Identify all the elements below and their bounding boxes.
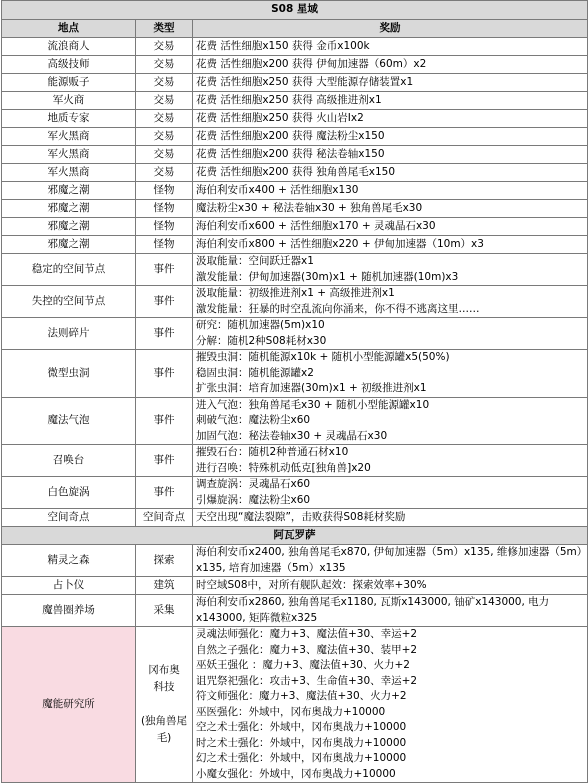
reward-line: 时之术士强化：外域中，冈布奥战力+10000 bbox=[196, 736, 407, 749]
cell-reward bbox=[193, 477, 588, 509]
reward-table-container bbox=[1, 0, 587, 783]
table-row bbox=[2, 146, 588, 164]
cell-reward bbox=[193, 318, 588, 350]
cell-location: 占卜仪 bbox=[2, 577, 136, 595]
cell-location: 军火黑商 bbox=[2, 146, 136, 164]
cell-location: 空间奇点 bbox=[2, 509, 136, 527]
table-row-lab bbox=[2, 627, 588, 783]
reward-line: 花费 活性细胞x250 获得 高级推进剂x1 bbox=[196, 93, 382, 106]
cell-location: 稳定的空间节点 bbox=[2, 254, 136, 286]
cell-reward bbox=[193, 397, 588, 445]
reward-line: 花费 活性细胞x150 获得 金币x100k bbox=[196, 39, 370, 52]
cell-type: 事件 bbox=[136, 254, 193, 286]
reward-line: 海伯利安币x400 + 活性细胞x130 bbox=[196, 183, 359, 196]
cell-reward bbox=[193, 286, 588, 318]
table-row bbox=[2, 56, 588, 74]
cell-type: 交易 bbox=[136, 74, 193, 92]
reward-line: 巫医强化：外域中，冈布奥战力+10000 bbox=[196, 705, 386, 718]
cell-location: 高级技师 bbox=[2, 56, 136, 74]
cell-type: 事件 bbox=[136, 445, 193, 477]
table-row bbox=[2, 236, 588, 254]
cell-reward bbox=[193, 236, 588, 254]
table-row bbox=[2, 182, 588, 200]
reward-line: 调查旋涡：灵魂晶石x60 bbox=[196, 478, 311, 490]
cell-type: 怪物 bbox=[136, 218, 193, 236]
cell-reward bbox=[193, 110, 588, 128]
reward-line: 激发能量：狂暴的时空乱流向你涌来，你不得不逃离这里…… bbox=[196, 302, 480, 315]
type-line: (独角兽尾 bbox=[140, 715, 188, 727]
cell-type: 怪物 bbox=[136, 182, 193, 200]
reward-line: 花费 活性细胞x200 获得 魔法粉尘x150 bbox=[196, 129, 385, 142]
cell-location: 地质专家 bbox=[2, 110, 136, 128]
table-row bbox=[2, 218, 588, 236]
reward-line: 花费 活性细胞x200 获得 秘法卷轴x150 bbox=[196, 147, 385, 160]
reward-line: 巫妖王强化 ：魔力+3、魔法值+30、火力+2 bbox=[196, 659, 410, 671]
reward-line: 稳固虫洞：随机能源罐x2 bbox=[196, 366, 314, 379]
reward-line: 激发能量：伊甸加速器(30m)x1 + 随机加速器(10m)x3 bbox=[196, 270, 459, 283]
cell-reward: 海伯利安币x2400, 独角兽尾毛x870, 伊甸加速器（5m）x135, 维修加速器（5m）x135, 培育加速器（5m）x135 bbox=[193, 545, 588, 577]
type-line: 科技 bbox=[153, 681, 175, 693]
table-row bbox=[2, 477, 588, 509]
reward-line: 天空出现“魔法裂隙”，击败获得S08耗材奖励 bbox=[196, 510, 406, 523]
cell-type: 事件 bbox=[136, 318, 193, 350]
table-row bbox=[2, 92, 588, 110]
cell-location: 失控的空间节点 bbox=[2, 286, 136, 318]
reward-line: 魔法粉尘x30 + 秘法卷轴x30 + 独角兽尾毛x30 bbox=[196, 201, 423, 214]
cell-location: 微型虫洞 bbox=[2, 350, 136, 398]
reward-line: 花费 活性细胞x200 获得 独角兽尾毛x150 bbox=[196, 165, 396, 178]
cell-location: 法则碎片 bbox=[2, 318, 136, 350]
table-row bbox=[2, 110, 588, 128]
cell-type: 采集 bbox=[136, 595, 193, 627]
cell-location: 邪魔之潮 bbox=[2, 200, 136, 218]
reward-line: 进行召唤：特殊机动低克[独角兽]x20 bbox=[196, 461, 371, 474]
table-row bbox=[2, 38, 588, 56]
cell-location: 邪魔之潮 bbox=[2, 236, 136, 254]
cell-type: 怪物 bbox=[136, 236, 193, 254]
cell-reward bbox=[193, 38, 588, 56]
cell-reward bbox=[193, 445, 588, 477]
cell-type: 交易 bbox=[136, 110, 193, 128]
reward-line: 花费 活性细胞x200 获得 伊甸加速器（60m）x2 bbox=[196, 57, 427, 70]
cell-type: 事件 bbox=[136, 350, 193, 398]
cell-type: 交易 bbox=[136, 146, 193, 164]
cell-location: 邪魔之潮 bbox=[2, 218, 136, 236]
cell-type: 建筑 bbox=[136, 577, 193, 595]
cell-type bbox=[136, 627, 193, 783]
reward-line: 摧毁虫洞：随机能源x10k + 随机小型能源罐x5(50%) bbox=[196, 351, 450, 363]
cell-reward bbox=[193, 74, 588, 92]
reward-line: 海伯利安币x600 + 活性细胞x170 + 灵魂晶石x30 bbox=[196, 219, 436, 232]
table-row bbox=[2, 595, 588, 627]
section-header-row bbox=[2, 527, 588, 545]
table-row bbox=[2, 254, 588, 286]
cell-location: 白色旋涡 bbox=[2, 477, 136, 509]
cell-type: 探索 bbox=[136, 545, 193, 577]
table-row bbox=[2, 318, 588, 350]
reward-line: 符文师强化：魔力+3、魔法值+30、火力+2 bbox=[196, 690, 407, 702]
table-row bbox=[2, 200, 588, 218]
reward-line: 加固气泡：秘法卷轴x30 + 灵魂晶石x30 bbox=[196, 429, 388, 442]
cell-type: 怪物 bbox=[136, 200, 193, 218]
reward-line: 引爆旋涡：魔法粉尘x60 bbox=[196, 493, 311, 506]
header-type: 类型 bbox=[136, 20, 193, 38]
reward-line: 灵魂法师强化：魔力+3、魔法值+30、幸运+2 bbox=[196, 628, 418, 640]
cell-reward bbox=[193, 92, 588, 110]
reward-line: 幻之术士强化：外域中，冈布奥战力+10000 bbox=[196, 752, 407, 764]
cell-reward: 海伯利安币x2860, 独角兽尾毛x1180, 瓦斯x143000, 铀矿x143000, 电力x143000, 矩阵微粒x325 bbox=[193, 595, 588, 627]
table-row bbox=[2, 509, 588, 527]
reward-line: 花费 活性细胞x250 获得 火山岩Ⅰx2 bbox=[196, 111, 364, 124]
section-title: 阿瓦罗萨 bbox=[2, 527, 588, 545]
table-header-row bbox=[2, 20, 588, 38]
cell-reward bbox=[193, 218, 588, 236]
reward-line: 小魔女强化：外域中，冈布奥战力+10000 bbox=[196, 767, 396, 780]
table-row bbox=[2, 74, 588, 92]
reward-line: 汲取能量：初级推进剂x1 + 高级推进剂x1 bbox=[196, 287, 395, 299]
cell-reward bbox=[193, 200, 588, 218]
cell-location: 邪魔之潮 bbox=[2, 182, 136, 200]
type-line: 冈布奥 bbox=[148, 664, 180, 676]
reward-table bbox=[1, 0, 588, 783]
cell-reward bbox=[193, 164, 588, 182]
cell-type: 交易 bbox=[136, 56, 193, 74]
cell-type: 交易 bbox=[136, 128, 193, 146]
cell-type: 交易 bbox=[136, 38, 193, 56]
reward-line: 海伯利安币x800 + 活性细胞x220 + 伊甸加速器（10m）x3 bbox=[196, 237, 484, 250]
table-row bbox=[2, 545, 588, 577]
cell-reward bbox=[193, 56, 588, 74]
reward-line: 进入气泡：独角兽尾毛x30 + 随机小型能源罐x10 bbox=[196, 398, 430, 411]
cell-reward: 时空域S08中，对所有舰队起效：探索效率+30% bbox=[193, 577, 588, 595]
cell-reward bbox=[193, 350, 588, 398]
cell-location: 魔法气泡 bbox=[2, 397, 136, 445]
table-title-row bbox=[2, 1, 588, 20]
cell-type: 事件 bbox=[136, 286, 193, 318]
type-line: 毛) bbox=[156, 732, 172, 744]
cell-type: 事件 bbox=[136, 477, 193, 509]
cell-location: 能源贩子 bbox=[2, 74, 136, 92]
cell-reward bbox=[193, 254, 588, 286]
cell-type: 交易 bbox=[136, 164, 193, 182]
table-row bbox=[2, 350, 588, 398]
table-row bbox=[2, 286, 588, 318]
cell-location: 军火黑商 bbox=[2, 164, 136, 182]
cell-location: 魔能研究所 bbox=[2, 627, 136, 783]
header-reward: 奖励 bbox=[193, 20, 588, 38]
cell-type: 空间奇点 bbox=[136, 509, 193, 527]
table-title: S08 星域 bbox=[2, 1, 588, 20]
table-row bbox=[2, 128, 588, 146]
reward-line: 花费 活性细胞x250 获得 大型能源存储装置x1 bbox=[196, 75, 414, 88]
header-location: 地点 bbox=[2, 20, 136, 38]
table-row bbox=[2, 577, 588, 595]
reward-line: 空之术士强化：外域中，冈布奥战力+10000 bbox=[196, 721, 407, 733]
reward-line: 诅咒祭祀强化：攻击+3、生命值+30、幸运+2 bbox=[196, 674, 418, 687]
cell-location: 精灵之森 bbox=[2, 545, 136, 577]
cell-location: 军火黑商 bbox=[2, 128, 136, 146]
reward-line: 自然之子强化：魔力+3、魔法值+30、装甲+2 bbox=[196, 643, 418, 656]
reward-line: 扩张虫洞：培育加速器(30m)x1 + 初级推进剂x1 bbox=[196, 382, 427, 394]
cell-location: 流浪商人 bbox=[2, 38, 136, 56]
reward-line: 摧毁石台：随机2种普通石材x10 bbox=[196, 446, 349, 458]
cell-reward bbox=[193, 509, 588, 527]
cell-location: 魔兽圈养场 bbox=[2, 595, 136, 627]
table-row bbox=[2, 397, 588, 445]
reward-line: 分解：随机2种S08耗材x30 bbox=[196, 334, 327, 347]
cell-location: 召唤台 bbox=[2, 445, 136, 477]
cell-reward bbox=[193, 146, 588, 164]
cell-reward bbox=[193, 627, 588, 783]
reward-line: 研究：随机加速器(5m)x10 bbox=[196, 319, 325, 331]
cell-reward bbox=[193, 128, 588, 146]
reward-line: 汲取能量：空间跃迁器x1 bbox=[196, 255, 314, 267]
type-line bbox=[139, 696, 189, 713]
cell-type: 交易 bbox=[136, 92, 193, 110]
table-row bbox=[2, 164, 588, 182]
table-row bbox=[2, 445, 588, 477]
cell-type: 事件 bbox=[136, 397, 193, 445]
reward-line: 刺破气泡：魔法粉尘x60 bbox=[196, 414, 311, 426]
cell-reward bbox=[193, 182, 588, 200]
cell-location: 军火商 bbox=[2, 92, 136, 110]
